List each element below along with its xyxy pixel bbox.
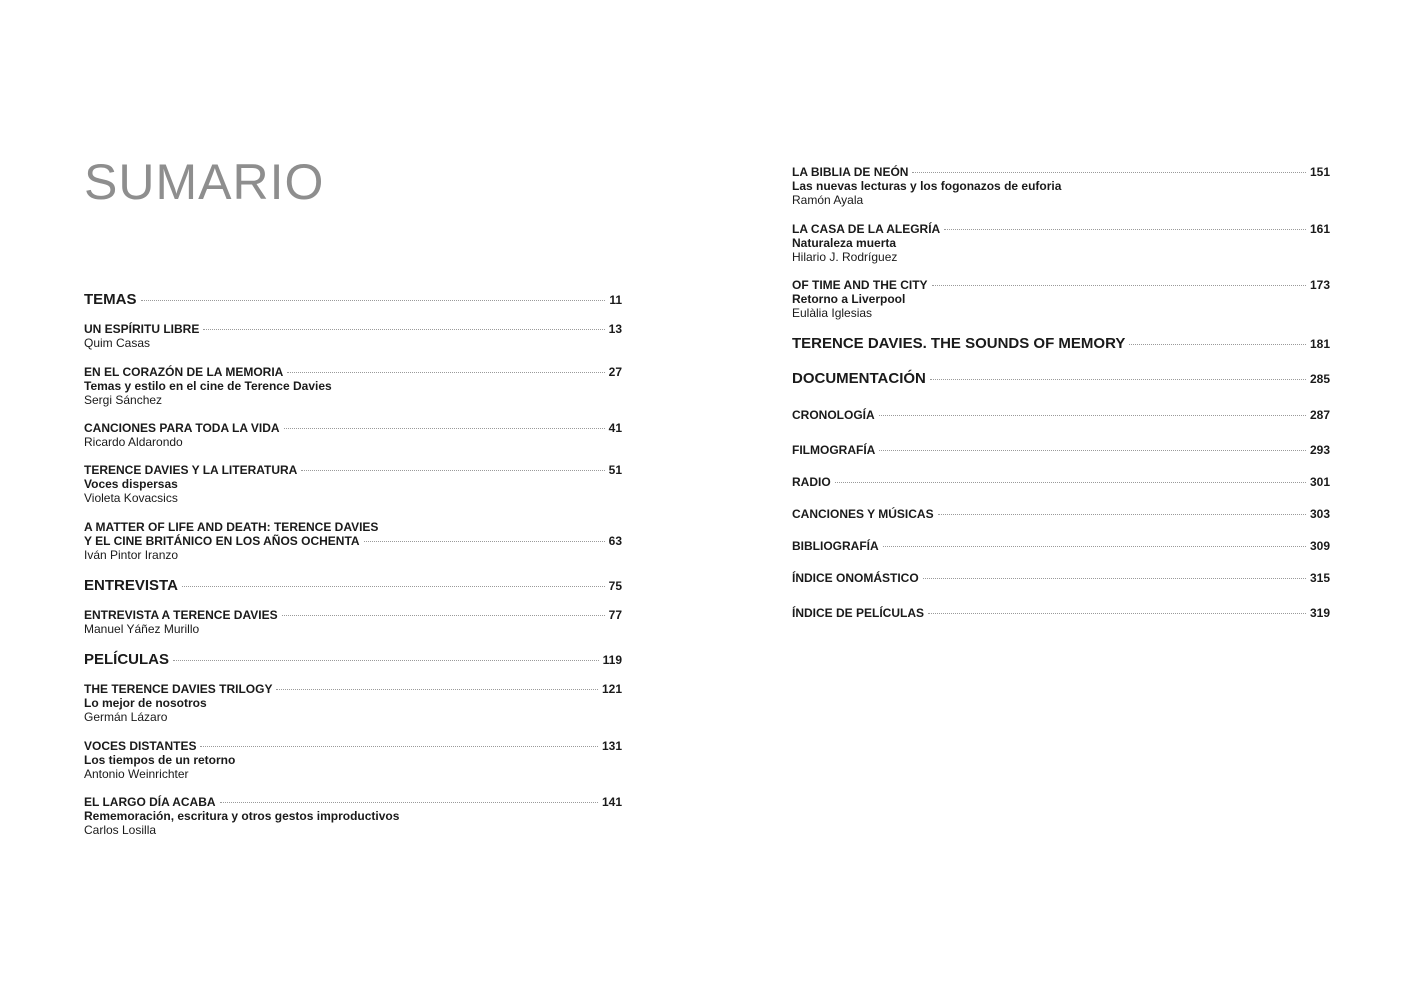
dot-leader	[928, 613, 1306, 614]
toc-page-number: 77	[608, 608, 622, 622]
toc-page-number: 309	[1309, 539, 1330, 553]
dot-leader	[930, 379, 1306, 380]
toc-title: TERENCE DAVIES. THE SOUNDS OF MEMORY	[792, 335, 1126, 352]
dot-leader	[879, 415, 1306, 416]
toc-entry-la-casa-de-la-alegria[interactable]	[792, 222, 1330, 264]
toc-subtitle: Retorno a Liverpool	[792, 292, 906, 306]
toc-page-number: 75	[608, 579, 622, 593]
toc-title: CANCIONES Y MÚSICAS	[792, 507, 934, 521]
toc-page-number: 315	[1309, 571, 1330, 585]
toc-page-number: 287	[1309, 408, 1330, 422]
toc-author: Sergi Sánchez	[84, 393, 163, 407]
toc-page-number: 121	[601, 682, 622, 696]
toc-author: Eulàlia Iglesias	[792, 306, 873, 320]
toc-author: Violeta Kovacsics	[84, 491, 178, 505]
toc-section-entrevista[interactable]	[84, 577, 622, 595]
toc-title: LA BIBLIA DE NEÓN	[792, 165, 909, 179]
toc-author: Ramón Ayala	[792, 193, 864, 207]
toc-author: Iván Pintor Iranzo	[84, 548, 179, 562]
toc-title: DOCUMENTACIÓN	[792, 370, 926, 387]
toc-page-number: 11	[609, 293, 622, 307]
toc-entry-the-terence-davies-trilogy[interactable]	[84, 682, 622, 724]
toc-title: OF TIME AND THE CITY	[792, 278, 928, 292]
toc-page-number: 303	[1309, 507, 1330, 521]
dot-leader	[879, 450, 1306, 451]
toc-title: RADIO	[792, 475, 831, 489]
toc-entry-entrevista-a-terence-davies[interactable]	[84, 608, 622, 636]
toc-entry-la-biblia-de-neon[interactable]	[792, 165, 1330, 207]
toc-title: TEMAS	[84, 291, 137, 308]
toc-title: FILMOGRAFÍA	[792, 443, 876, 457]
dot-leader	[284, 428, 605, 429]
toc-entry-bibliografia[interactable]	[792, 539, 1330, 553]
toc-title: ENTREVISTA A TERENCE DAVIES	[84, 608, 278, 622]
dot-leader	[923, 578, 1306, 579]
toc-page-number: 319	[1309, 606, 1330, 620]
toc-page-number: 41	[608, 421, 622, 435]
toc-page-number: 13	[608, 322, 622, 336]
toc-entry-canciones-para-toda-la-vida[interactable]	[84, 421, 622, 449]
toc-title: ÍNDICE DE PELÍCULAS	[792, 606, 925, 620]
toc-subtitle: Los tiempos de un retorno	[84, 753, 236, 767]
dot-leader	[301, 470, 604, 471]
toc-title: CRONOLOGÍA	[792, 408, 875, 422]
toc-page-number: 119	[602, 653, 622, 667]
toc-title-line1: A MATTER OF LIFE AND DEATH: TERENCE DAVIES	[84, 520, 379, 534]
dot-leader	[938, 514, 1306, 515]
toc-author: Germán Lázaro	[84, 710, 168, 724]
toc-section-documentacion[interactable]	[792, 370, 1330, 388]
toc-entry-radio[interactable]	[792, 475, 1330, 489]
toc-entry-el-largo-dia-acaba[interactable]	[84, 795, 622, 837]
toc-page-number: 293	[1309, 443, 1330, 457]
dot-leader	[1129, 344, 1306, 345]
toc-author: Ricardo Aldarondo	[84, 435, 183, 449]
dot-leader	[182, 586, 605, 587]
dot-leader	[173, 660, 599, 661]
toc-entry-canciones-y-musicas[interactable]	[792, 507, 1330, 521]
toc-page-number: 151	[1309, 165, 1330, 179]
toc-subtitle: Rememoración, escritura y otros gestos improductivos	[84, 809, 400, 823]
toc-title: ENTREVISTA	[84, 577, 178, 594]
toc-subtitle: Lo mejor de nosotros	[84, 696, 207, 710]
dot-leader	[282, 615, 605, 616]
toc-subtitle: Voces dispersas	[84, 477, 178, 491]
toc-page-number: 161	[1309, 222, 1330, 236]
toc-title: EL LARGO DÍA ACABA	[84, 795, 216, 809]
toc-page-number: 63	[608, 534, 622, 548]
dot-leader	[276, 689, 598, 690]
toc-page-number: 285	[1309, 372, 1330, 386]
toc-title: UN ESPÍRITU LIBRE	[84, 322, 200, 336]
toc-entry-un-espiritu-libre[interactable]	[84, 322, 622, 350]
toc-title: THE TERENCE DAVIES TRILOGY	[84, 682, 273, 696]
toc-title: Y EL CINE BRITÁNICO EN LOS AÑOS OCHENTA	[84, 534, 360, 548]
toc-title: BIBLIOGRAFÍA	[792, 539, 879, 553]
dot-leader	[944, 229, 1306, 230]
toc-entry-filmografia[interactable]	[792, 443, 1330, 457]
toc-title: LA CASA DE LA ALEGRÍA	[792, 222, 941, 236]
toc-entry-a-matter-of-life-and-death[interactable]	[84, 520, 622, 562]
toc-title: ÍNDICE ONOMÁSTICO	[792, 571, 919, 585]
toc-title: CANCIONES PARA TODA LA VIDA	[84, 421, 280, 435]
dot-leader	[141, 300, 606, 301]
toc-page-number: 181	[1309, 337, 1330, 351]
toc-subtitle: Naturaleza muerta	[792, 236, 897, 250]
dot-leader	[203, 329, 604, 330]
dot-leader	[912, 172, 1306, 173]
toc-entry-indice-de-peliculas[interactable]	[792, 606, 1330, 620]
toc-page-number: 131	[601, 739, 622, 753]
dot-leader	[287, 372, 604, 373]
toc-page-number: 141	[601, 795, 622, 809]
toc-page-number: 27	[608, 365, 622, 379]
toc-entry-terence-davies-y-la-literatura[interactable]	[84, 463, 622, 505]
toc-title: PELÍCULAS	[84, 651, 170, 668]
toc-title: EN EL CORAZÓN DE LA MEMORIA	[84, 365, 284, 379]
dot-leader	[835, 482, 1306, 483]
toc-entry-of-time-and-the-city[interactable]	[792, 278, 1330, 320]
toc-page-number: 173	[1309, 278, 1330, 292]
toc-author: Quim Casas	[84, 336, 151, 350]
dot-leader	[200, 746, 598, 747]
toc-page-number: 301	[1309, 475, 1330, 489]
toc-title: TERENCE DAVIES Y LA LITERATURA	[84, 463, 298, 477]
toc-author: Manuel Yáñez Murillo	[84, 622, 200, 636]
toc-author: Carlos Losilla	[84, 823, 157, 837]
toc-page-number: 51	[608, 463, 622, 477]
toc-author: Antonio Weinrichter	[84, 767, 189, 781]
toc-author: Hilario J. Rodríguez	[792, 250, 898, 264]
toc-section-temas[interactable]	[84, 291, 622, 309]
toc-entry-cronologia[interactable]	[792, 408, 1330, 422]
toc-subtitle: Temas y estilo en el cine de Terence Davies	[84, 379, 332, 393]
page-title: SUMARIO	[84, 154, 325, 210]
toc-entry-voces-distantes[interactable]	[84, 739, 622, 781]
toc-entry-indice-onomastico[interactable]	[792, 571, 1330, 585]
toc-entry-en-el-corazon-de-la-memoria[interactable]	[84, 365, 622, 407]
dot-leader	[932, 285, 1306, 286]
dot-leader	[883, 546, 1306, 547]
dot-leader	[364, 541, 605, 542]
dot-leader	[220, 802, 598, 803]
toc-section-sounds-of-memory[interactable]	[792, 335, 1330, 353]
toc-section-peliculas[interactable]	[84, 651, 622, 669]
toc-subtitle: Las nuevas lecturas y los fogonazos de euforia	[792, 179, 1062, 193]
toc-title: VOCES DISTANTES	[84, 739, 197, 753]
